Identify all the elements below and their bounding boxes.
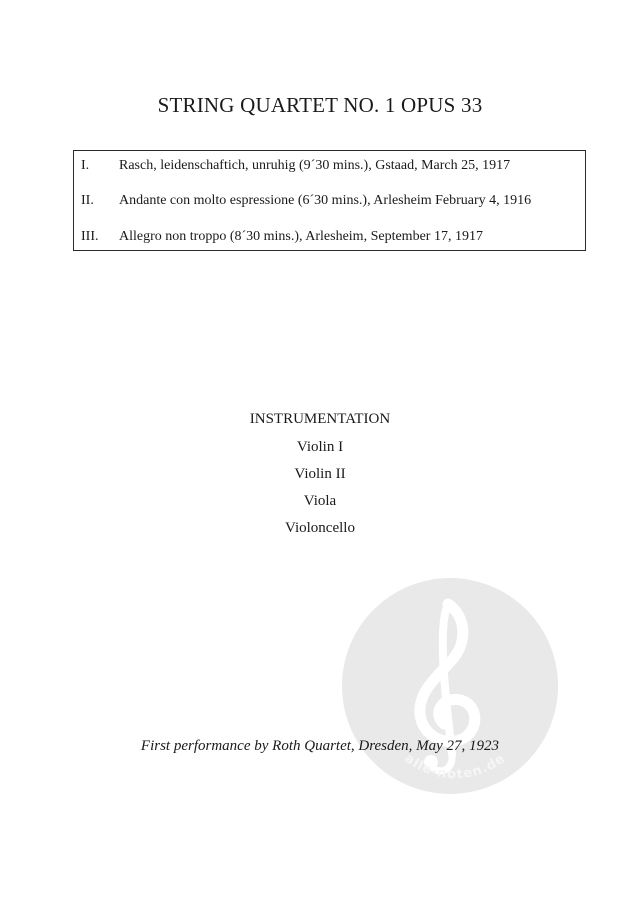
instrument-item: Violin I [296, 439, 344, 455]
instrument-item: Violin II [294, 466, 346, 482]
watermark-logo [340, 576, 560, 796]
movement-description: Andante con molto espressione (6´30 mins.), Arlesheim February 4, 1916 [119, 193, 532, 208]
first-performance-note: First performance by Roth Quartet, Dresden, May 27, 1923 [140, 738, 500, 754]
movement-number: I. [81, 158, 90, 173]
page-title: STRING QUARTET NO. 1 OPUS 33 [157, 93, 483, 117]
instrument-item: Viola [303, 493, 337, 509]
treble-clef-icon [340, 576, 560, 796]
instrument-item: Violoncello [285, 520, 355, 536]
movements-table [73, 150, 586, 251]
movement-description: Rasch, leidenschaftich, unruhig (9´30 mins.), Gstaad, March 25, 1917 [119, 158, 511, 173]
movement-number: II. [81, 193, 94, 208]
movement-number: III. [81, 229, 99, 244]
watermark-text: alle-noten.de [401, 751, 509, 783]
movement-description: Allegro non troppo (8´30 mins.), Arlesheim, September 17, 1917 [119, 229, 483, 244]
instrumentation-heading: INSTRUMENTATION [249, 411, 391, 427]
